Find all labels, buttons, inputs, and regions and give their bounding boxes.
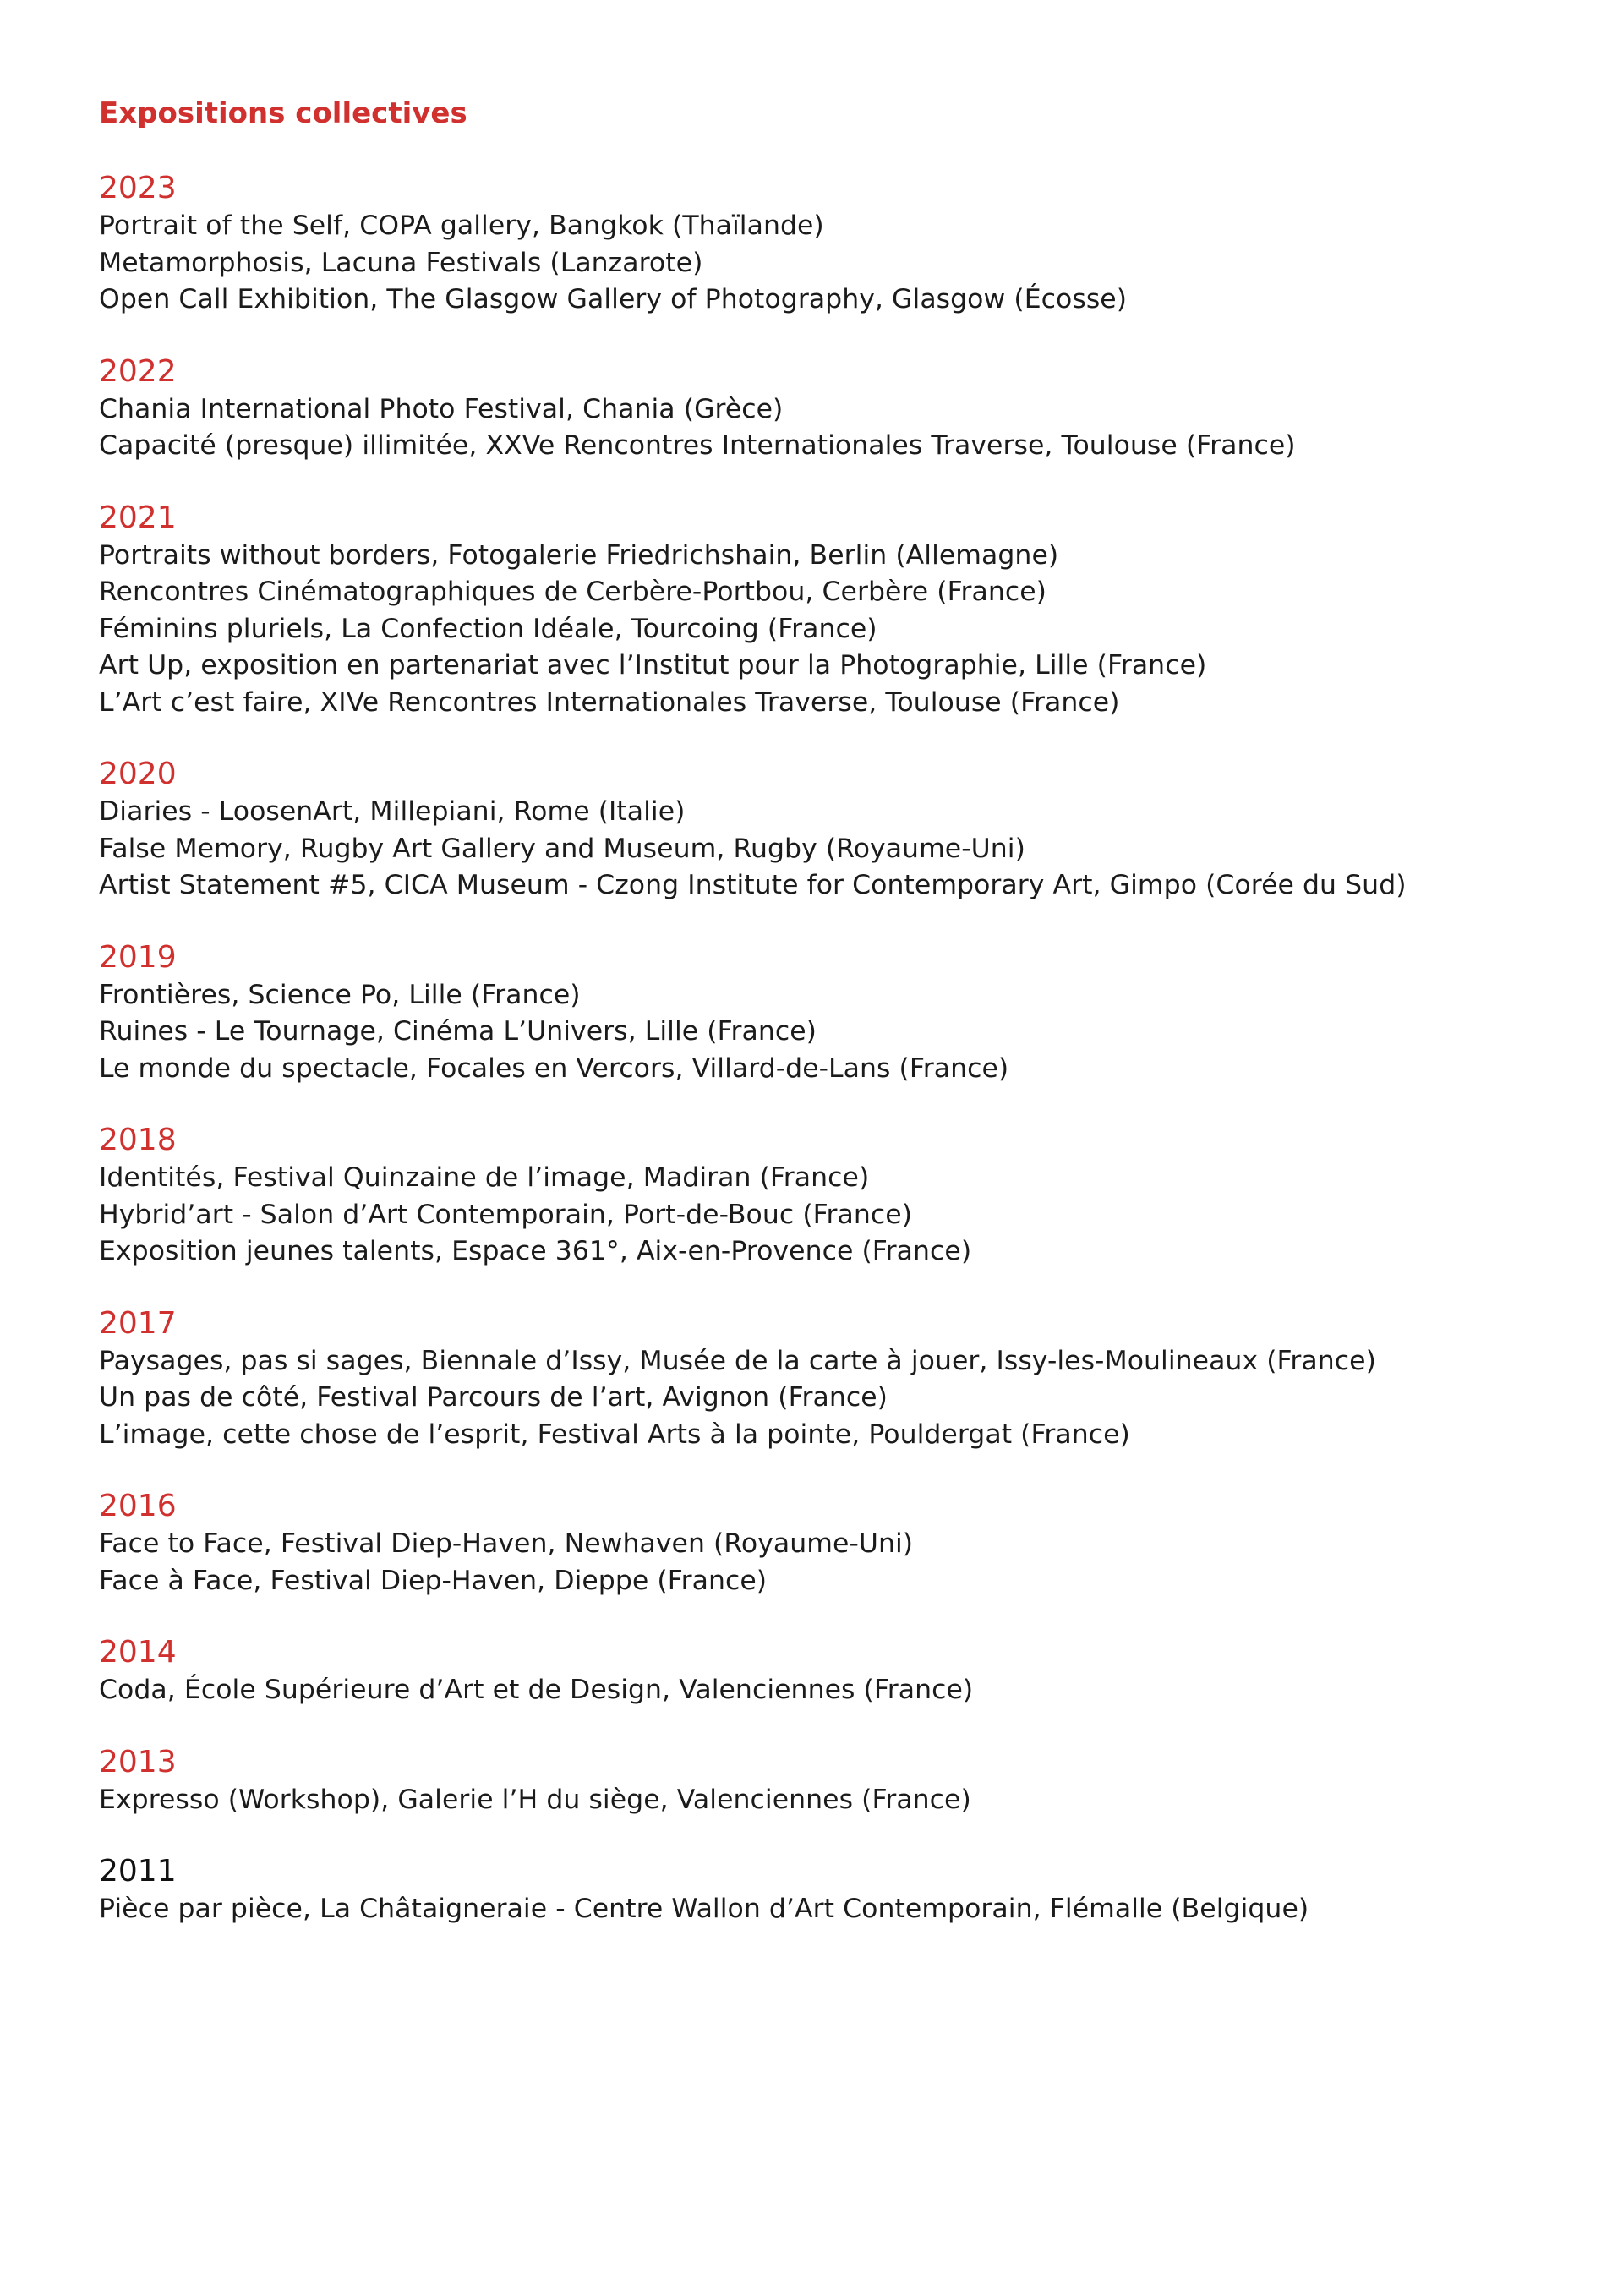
exhibition-entry: Hybrid’art - Salon d’Art Contemporain, Port-de-Bouc (France) (99, 1199, 913, 1230)
year-heading: 2022 (99, 353, 177, 389)
exhibition-entry: Portrait of the Self, COPA gallery, Bangkok (Thaïlande) (99, 210, 824, 241)
section-title: Expositions collectives (99, 96, 467, 130)
exhibition-entry: Metamorphosis, Lacuna Festivals (Lanzarote) (99, 247, 703, 278)
year-heading: 2018 (99, 1123, 177, 1157)
year-group-2020 (99, 755, 1536, 905)
document-page (99, 91, 1536, 1928)
exhibition-entry: Ruines - Le Tournage, Cinéma L’Univers, Lille (France) (99, 1016, 817, 1047)
exhibition-entry: Exposition jeunes talents, Espace 361°, Aix-en-Provence (France) (99, 1236, 972, 1266)
exhibition-entry: Face à Face, Festival Diep-Haven, Dieppe (France) (99, 1565, 768, 1596)
exhibition-entry: Art Up, exposition en partenariat avec l’Institut pour la Photographie, Lille (France) (99, 650, 1207, 681)
exhibition-entry: L’image, cette chose de l’esprit, Festival Arts à la pointe, Pouldergat (France) (99, 1419, 1130, 1450)
exhibition-entry: Open Call Exhibition, The Glasgow Gallery of Photography, Glasgow (Écosse) (99, 284, 1128, 314)
year-group-2011 (99, 1852, 1536, 1928)
year-heading: 2017 (99, 1305, 177, 1341)
year-heading: 2013 (99, 1744, 177, 1779)
exhibition-entry: Un pas de côté, Festival Parcours de l’art, Avignon (France) (99, 1382, 888, 1413)
year-group-2018 (99, 1121, 1536, 1271)
year-group-2014 (99, 1633, 1536, 1709)
exhibition-entry: Chania International Photo Festival, Chania (Grèce) (99, 393, 784, 424)
exhibition-entry: Pièce par pièce, La Châtaigneraie - Centre Wallon d’Art Contemporain, Flémalle (Belgique) (99, 1894, 1309, 1924)
exhibition-entry: Rencontres Cinématographiques de Cerbère-Portbou, Cerbère (France) (99, 577, 1046, 607)
year-group-2022 (99, 353, 1536, 465)
exhibition-entry: Diaries - LoosenArt, Millepiani, Rome (Italie) (99, 796, 686, 827)
year-group-2019 (99, 938, 1536, 1088)
year-group-2013 (99, 1743, 1536, 1819)
year-heading: 2020 (99, 757, 177, 791)
exhibition-entry: Face to Face, Festival Diep-Haven, Newhaven (Royaume-Uni) (99, 1528, 914, 1559)
year-heading: 2014 (99, 1635, 177, 1670)
exhibition-entry: Frontières, Science Po, Lille (France) (99, 979, 581, 1010)
exhibition-entry: Le monde du spectacle, Focales en Vercors, Villard-de-Lans (France) (99, 1052, 1009, 1084)
year-group-2016 (99, 1487, 1536, 1599)
exhibition-entry: Expresso (Workshop), Galerie l’H du siège, Valenciennes (France) (99, 1784, 971, 1815)
exhibition-entry: Portraits without borders, Fotogalerie Friedrichshain, Berlin (Allemagne) (99, 539, 1059, 571)
exhibition-entry: L’Art c’est faire, XIVe Rencontres Internationales Traverse, Toulouse (France) (99, 686, 1120, 718)
exhibition-entry: Identités, Festival Quinzaine de l’image, Madiran (France) (99, 1162, 870, 1193)
year-group-2023 (99, 169, 1536, 319)
exhibition-entry: Féminins pluriels, La Confection Idéale, Tourcoing (France) (99, 613, 877, 644)
year-heading: 2016 (99, 1489, 177, 1523)
year-group-2021 (99, 499, 1536, 722)
exhibition-entry: Coda, École Supérieure d’Art et de Design, Valenciennes (France) (99, 1675, 974, 1705)
exhibition-entry: Artist Statement #5, CICA Museum - Czong Institute for Contemporary Art, Gimpo (Corée du Sud) (99, 870, 1407, 900)
exhibition-entry: Paysages, pas si sages, Biennale d’Issy, Musée de la carte à jouer, Issy-les-Moulineaux (France) (99, 1345, 1376, 1376)
year-heading: 2021 (99, 500, 177, 535)
exhibition-entry: Capacité (presque) illimitée, XXVe Rencontres Internationales Traverse, Toulouse (France) (99, 430, 1296, 461)
year-heading: 2023 (99, 171, 177, 205)
year-group-2017 (99, 1304, 1536, 1454)
exhibition-entry: False Memory, Rugby Art Gallery and Museum, Rugby (Royaume-Uni) (99, 833, 1025, 864)
year-heading: 2011 (99, 1854, 177, 1889)
year-heading: 2019 (99, 939, 177, 975)
